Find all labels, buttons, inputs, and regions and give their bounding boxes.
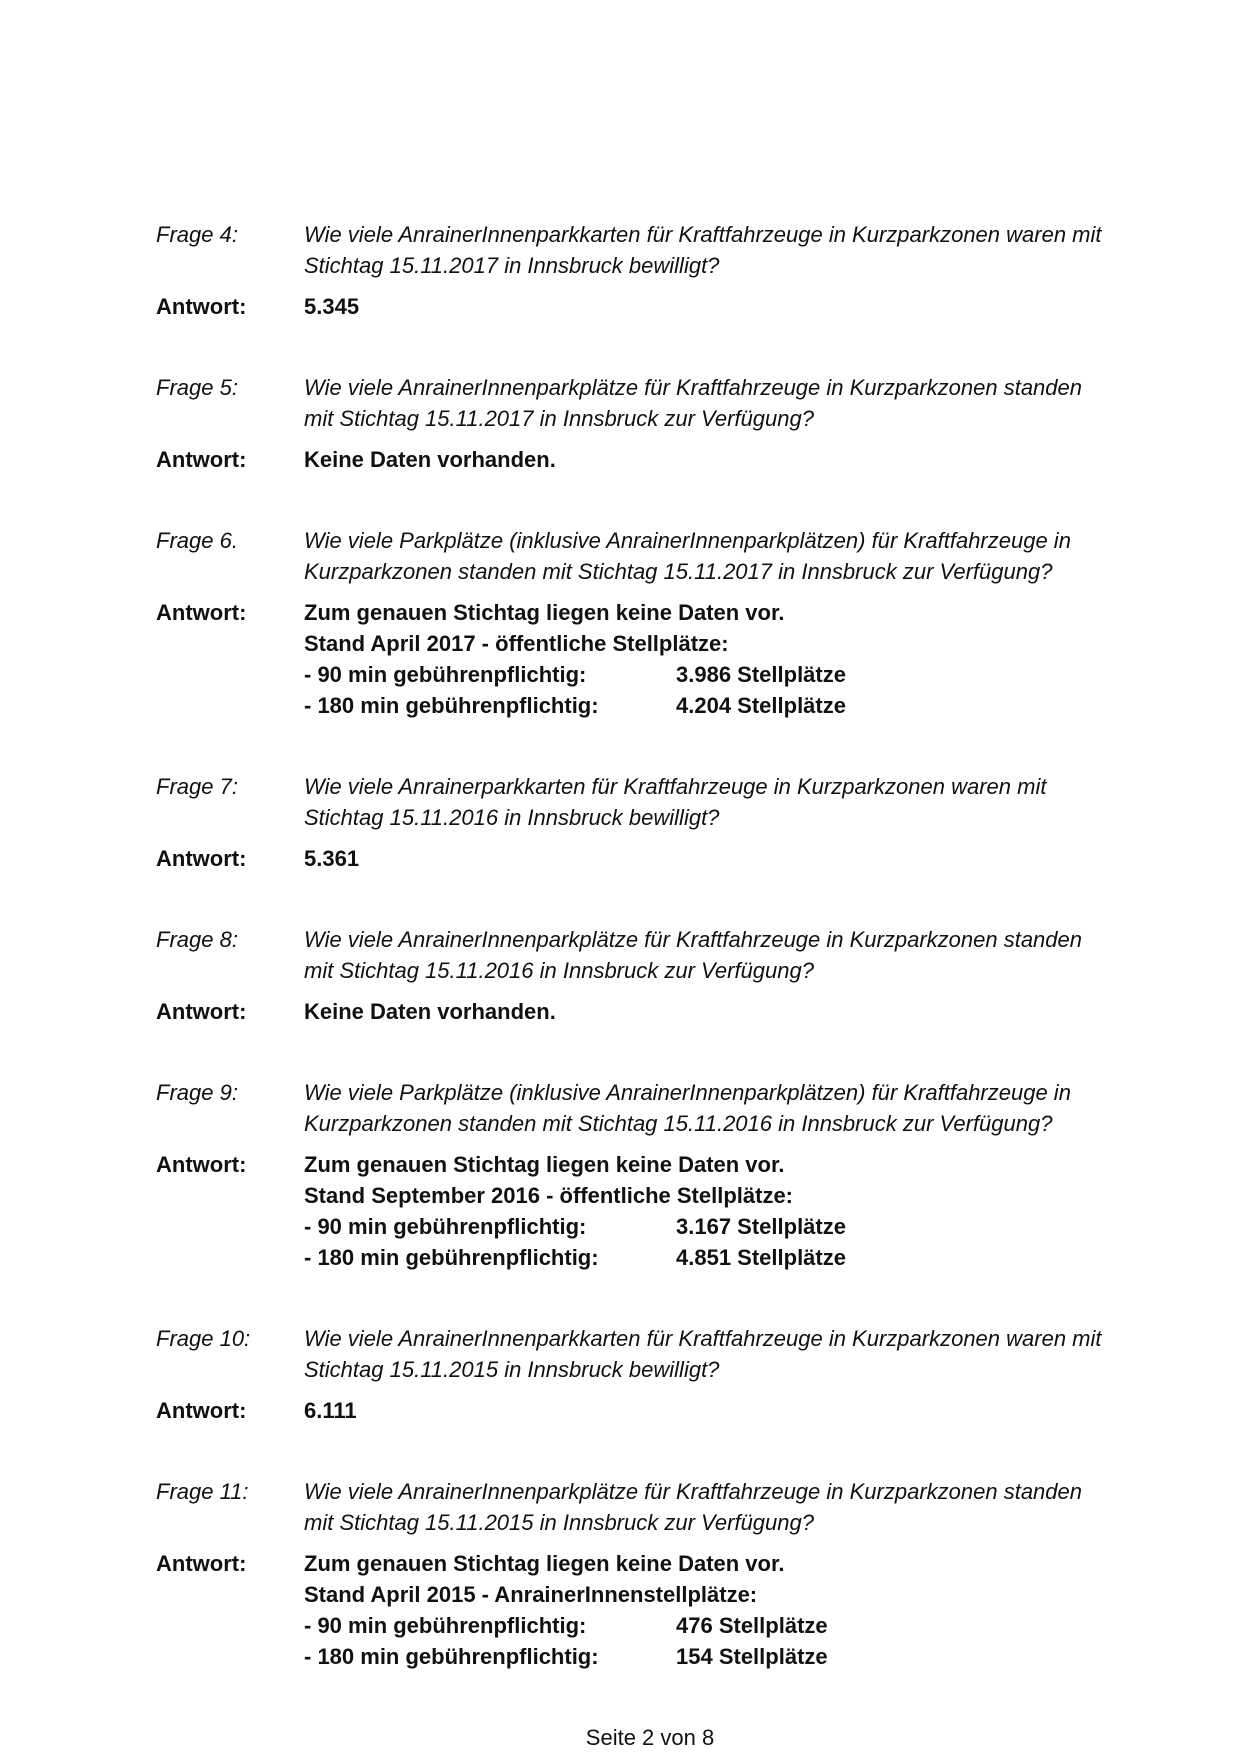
question-line: Kurzparkzonen standen mit Stichtag 15.11.2016 in Innsbruck zur Verfügung? xyxy=(304,1111,1053,1136)
qa-block-6 xyxy=(156,525,1241,721)
answer-item-label: - 90 min gebührenpflichtig: xyxy=(304,662,587,687)
question-text xyxy=(304,1323,1241,1385)
answer-line xyxy=(304,1610,1241,1641)
question-text xyxy=(304,525,1241,587)
answer-row xyxy=(156,291,1241,322)
answer-line xyxy=(304,1242,1241,1273)
answer-content xyxy=(304,843,1241,874)
answer-row xyxy=(156,597,1241,721)
answer-content xyxy=(304,1548,1241,1672)
question-line: Stichtag 15.11.2016 in Innsbruck bewilligt? xyxy=(304,805,720,830)
answer-line: Keine Daten vorhanden. xyxy=(304,999,556,1024)
question-line: Wie viele AnrainerInnenparkplätze für Kraftfahrzeuge in Kurzparkzonen standen xyxy=(304,375,1082,400)
qa-list xyxy=(156,219,1241,1672)
question-row xyxy=(156,1077,1241,1139)
question-row xyxy=(156,525,1241,587)
question-row xyxy=(156,924,1241,986)
answer-content xyxy=(304,1149,1241,1273)
answer-label: Antwort: xyxy=(156,294,247,319)
answer-content xyxy=(304,597,1241,721)
answer-line: Stand April 2015 - AnrainerInnenstellplätze: xyxy=(304,1582,758,1607)
question-row xyxy=(156,219,1241,281)
question-label: Frage 7: xyxy=(156,774,238,799)
answer-line: 5.345 xyxy=(304,294,360,319)
question-text xyxy=(304,1476,1241,1538)
answer-line: Zum genauen Stichtag liegen keine Daten vor. xyxy=(304,600,785,625)
answer-label: Antwort: xyxy=(156,846,247,871)
answer-label: Antwort: xyxy=(156,1398,247,1423)
question-text xyxy=(304,771,1241,833)
question-row xyxy=(156,372,1241,434)
question-label: Frage 9: xyxy=(156,1080,238,1105)
qa-block-7 xyxy=(156,771,1241,874)
question-label: Frage 10: xyxy=(156,1326,251,1351)
answer-label: Antwort: xyxy=(156,1551,247,1576)
answer-line: 5.361 xyxy=(304,846,360,871)
question-row xyxy=(156,1323,1241,1385)
answer-line: Keine Daten vorhanden. xyxy=(304,447,556,472)
answer-row xyxy=(156,1149,1241,1273)
answer-item-label: - 90 min gebührenpflichtig: xyxy=(304,1613,587,1638)
answer-line: 6.111 xyxy=(304,1398,357,1423)
answer-content xyxy=(304,291,1241,322)
question-text xyxy=(304,372,1241,434)
answer-label: Antwort: xyxy=(156,447,247,472)
answer-line: Zum genauen Stichtag liegen keine Daten vor. xyxy=(304,1152,785,1177)
answer-item-label: - 180 min gebührenpflichtig: xyxy=(304,1245,599,1270)
question-label: Frage 4: xyxy=(156,222,238,247)
question-line: Wie viele Parkplätze (inklusive AnrainerInnenparkplätzen) für Kraftfahrzeuge in xyxy=(304,528,1071,553)
question-line: Wie viele AnrainerInnenparkkarten für Kraftfahrzeuge in Kurzparkzonen waren mit xyxy=(304,1326,1102,1351)
question-line: Wie viele AnrainerInnenparkplätze für Kraftfahrzeuge in Kurzparkzonen standen xyxy=(304,927,1082,952)
qa-block-11 xyxy=(156,1476,1241,1672)
question-line: mit Stichtag 15.11.2016 in Innsbruck zur Verfügung? xyxy=(304,958,814,983)
answer-line: Stand September 2016 - öffentliche Stellplätze: xyxy=(304,1183,794,1208)
answer-line xyxy=(304,690,1241,721)
answer-label: Antwort: xyxy=(156,600,247,625)
qa-block-10 xyxy=(156,1323,1241,1426)
answer-content xyxy=(304,996,1241,1027)
answer-item-value: 476 Stellplätze xyxy=(676,1613,828,1638)
question-line: Wie viele Parkplätze (inklusive AnrainerInnenparkplätzen) für Kraftfahrzeuge in xyxy=(304,1080,1071,1105)
qa-block-9 xyxy=(156,1077,1241,1273)
answer-row xyxy=(156,843,1241,874)
question-line: Wie viele AnrainerInnenparkplätze für Kraftfahrzeuge in Kurzparkzonen standen xyxy=(304,1479,1082,1504)
answer-line xyxy=(304,659,1241,690)
question-text xyxy=(304,1077,1241,1139)
answer-line xyxy=(304,1211,1241,1242)
answer-item-value: 3.167 Stellplätze xyxy=(676,1214,846,1239)
question-line: mit Stichtag 15.11.2015 in Innsbruck zur Verfügung? xyxy=(304,1510,814,1535)
question-row xyxy=(156,771,1241,833)
answer-row xyxy=(156,444,1241,475)
answer-row xyxy=(156,1548,1241,1672)
answer-row xyxy=(156,1395,1241,1426)
answer-item-value: 154 Stellplätze xyxy=(676,1644,828,1669)
answer-line: Stand April 2017 - öffentliche Stellplätze: xyxy=(304,631,729,656)
qa-block-4 xyxy=(156,219,1241,322)
qa-block-5 xyxy=(156,372,1241,475)
answer-line xyxy=(304,1641,1241,1672)
question-line: Kurzparkzonen standen mit Stichtag 15.11.2017 in Innsbruck zur Verfügung? xyxy=(304,559,1053,584)
question-line: Wie viele Anrainerparkkarten für Kraftfahrzeuge in Kurzparkzonen waren mit xyxy=(304,774,1047,799)
question-label: Frage 11: xyxy=(156,1479,249,1504)
question-row xyxy=(156,1476,1241,1538)
answer-row xyxy=(156,996,1241,1027)
answer-item-value: 4.204 Stellplätze xyxy=(676,693,846,718)
answer-content xyxy=(304,1395,1241,1426)
answer-item-value: 4.851 Stellplätze xyxy=(676,1245,846,1270)
question-label: Frage 5: xyxy=(156,375,238,400)
question-label: Frage 8: xyxy=(156,927,238,952)
question-line: Stichtag 15.11.2017 in Innsbruck bewilligt? xyxy=(304,253,720,278)
question-line: Wie viele AnrainerInnenparkkarten für Kraftfahrzeuge in Kurzparkzonen waren mit xyxy=(304,222,1102,247)
question-text xyxy=(304,219,1241,281)
answer-item-value: 3.986 Stellplätze xyxy=(676,662,846,687)
answer-label: Antwort: xyxy=(156,1152,247,1177)
question-label: Frage 6. xyxy=(156,528,238,553)
answer-item-label: - 180 min gebührenpflichtig: xyxy=(304,693,599,718)
answer-item-label: - 90 min gebührenpflichtig: xyxy=(304,1214,587,1239)
question-text xyxy=(304,924,1241,986)
answer-item-label: - 180 min gebührenpflichtig: xyxy=(304,1644,599,1669)
question-line: Stichtag 15.11.2015 in Innsbruck bewilligt? xyxy=(304,1357,720,1382)
page-number: Seite 2 von 8 xyxy=(585,1725,715,1750)
answer-label: Antwort: xyxy=(156,999,247,1024)
answer-line: Zum genauen Stichtag liegen keine Daten vor. xyxy=(304,1551,785,1576)
question-line: mit Stichtag 15.11.2017 in Innsbruck zur Verfügung? xyxy=(304,406,814,431)
answer-content xyxy=(304,444,1241,475)
qa-block-8 xyxy=(156,924,1241,1027)
